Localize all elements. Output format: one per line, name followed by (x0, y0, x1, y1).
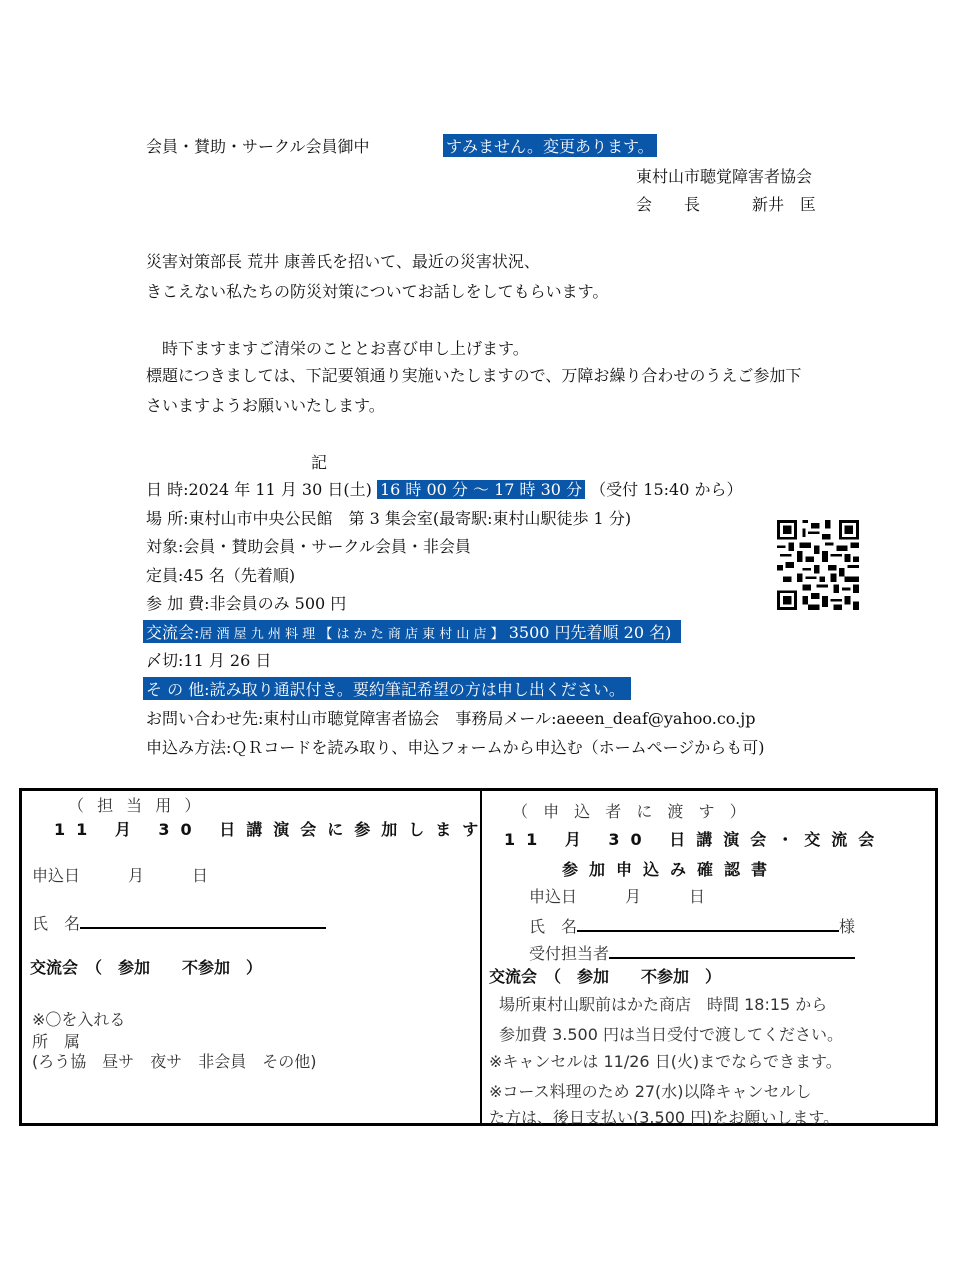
right-staff-field[interactable] (529, 941, 855, 964)
left-name-line[interactable] (80, 913, 326, 929)
application-form-box (19, 788, 938, 1126)
president-name: 新井 匡 (752, 195, 817, 214)
left-note: ※〇を入れる (32, 1010, 126, 1029)
left-form-title: 11 月 30 日講演会に参加します (54, 820, 490, 839)
left-name-field[interactable] (32, 911, 326, 934)
right-date-field[interactable]: 申込日 月 日 (529, 887, 706, 906)
other-row: そ の 他:読み取り通訳付き。要約筆記希望の方は申し出ください。 (143, 677, 631, 700)
greeting-line-2: 標題につきましては、下記要領通り実施いたしますので、万障お繰り合わせのうえご参加下 (146, 366, 802, 385)
left-affiliation-label: 所 属 (32, 1032, 81, 1051)
exchange-row (143, 620, 681, 643)
right-name-label: 氏 名 (529, 917, 578, 936)
change-notice: すみません。変更あります。 (443, 134, 657, 157)
addressee: 会員・賛助・サークル会員御中 (146, 137, 370, 156)
qr-code-icon[interactable] (777, 520, 859, 610)
capacity-row: 定員:45 名（先着順) (146, 566, 296, 585)
ki-heading: 記 (311, 453, 328, 472)
left-form-tag: （ 担 当 用 ） (68, 796, 205, 815)
right-cancel-note-1: ※キャンセルは 11/26 日(火)までならできます。 (489, 1052, 842, 1071)
datetime-time: 16 時 00 分 ～ 17 時 30 分 (377, 480, 585, 499)
right-place-time: 場所東村山駅前はかた商店 時間 18:15 から (499, 995, 828, 1014)
right-fee-note: 参加費 3.500 円は当日受付で渡してください。 (499, 1025, 843, 1044)
left-date-field[interactable]: 申込日 月 日 (32, 866, 209, 885)
deadline-row: 〆切:11 月 26 日 (146, 651, 272, 670)
exchange-price: 3500 円先着順 20 名) (503, 623, 672, 642)
right-exchange-row[interactable]: 交流会 （ 参加 不参加 ） (489, 967, 722, 986)
right-form-title-2: 参加申込み確認書 (562, 860, 779, 879)
greeting-line-1: 時下ますますご清栄のこととお喜び申し上げます。 (146, 339, 529, 358)
right-cancel-note-2a: ※コース料理のため 27(水)以降キャンセルし (489, 1082, 812, 1101)
contact-row: お問い合わせ先:東村山市聴覚障害者協会 事務局メール:aeeen_deaf@yahoo.co.jp (146, 709, 756, 728)
right-name-line[interactable] (577, 916, 839, 932)
fee-row: 参 加 費:非会員のみ 500 円 (146, 594, 347, 613)
right-form-tag: （ 申 込 者 に 渡 す ） (512, 802, 751, 821)
datetime-reception: （受付 15:40 から） (590, 480, 743, 499)
right-cancel-note-2b: た方は、後日支払い(3.500 円)をお願いします。 (489, 1108, 840, 1127)
left-affiliation-options[interactable]: (ろう協 昼サ 夜サ 非会員 その他) (32, 1052, 317, 1071)
exchange-place: 居 酒 屋 九 州 料 理 【 は か た 商 店 東 村 山 店 】 (199, 627, 504, 642)
venue-row: 場 所:東村山市中央公民館 第 3 集会室(最寄駅:東村山駅徒歩 1 分) (146, 509, 632, 528)
intro-line-1: 災害対策部長 荒井 康善氏を招いて、最近の災害状況、 (146, 252, 540, 271)
right-name-suffix: 様 (839, 917, 856, 936)
right-name-field[interactable] (529, 914, 855, 937)
datetime-label: 日 時:2024 年 11 月 30 日(土) (146, 480, 372, 499)
left-exchange-row[interactable]: 交流会 （ 参加 不参加 ） (30, 958, 263, 977)
greeting-line-3: さいますようお願いいたします。 (146, 396, 385, 415)
left-name-label: 氏 名 (32, 914, 81, 933)
president-title: 会 長 (636, 195, 701, 214)
datetime-row (146, 477, 742, 500)
exchange-label: 交流会: (146, 623, 200, 642)
right-staff-label: 受付担当者 (529, 944, 610, 963)
target-row: 対象:会員・賛助会員・サークル会員・非会員 (146, 537, 471, 556)
form-divider (480, 791, 482, 1123)
right-staff-line[interactable] (609, 943, 855, 959)
right-form-title-1: 11 月 30 日講演会・交流会 (504, 830, 886, 849)
organization-name: 東村山市聴覚障害者協会 (636, 167, 813, 186)
intro-line-2: きこえない私たちの防災対策についてお話しをしてもらいます。 (146, 282, 609, 301)
apply-row: 申込み方法:ＱＲコードを読み取り、申込フォームから申込む（ホームページからも可) (146, 738, 765, 757)
